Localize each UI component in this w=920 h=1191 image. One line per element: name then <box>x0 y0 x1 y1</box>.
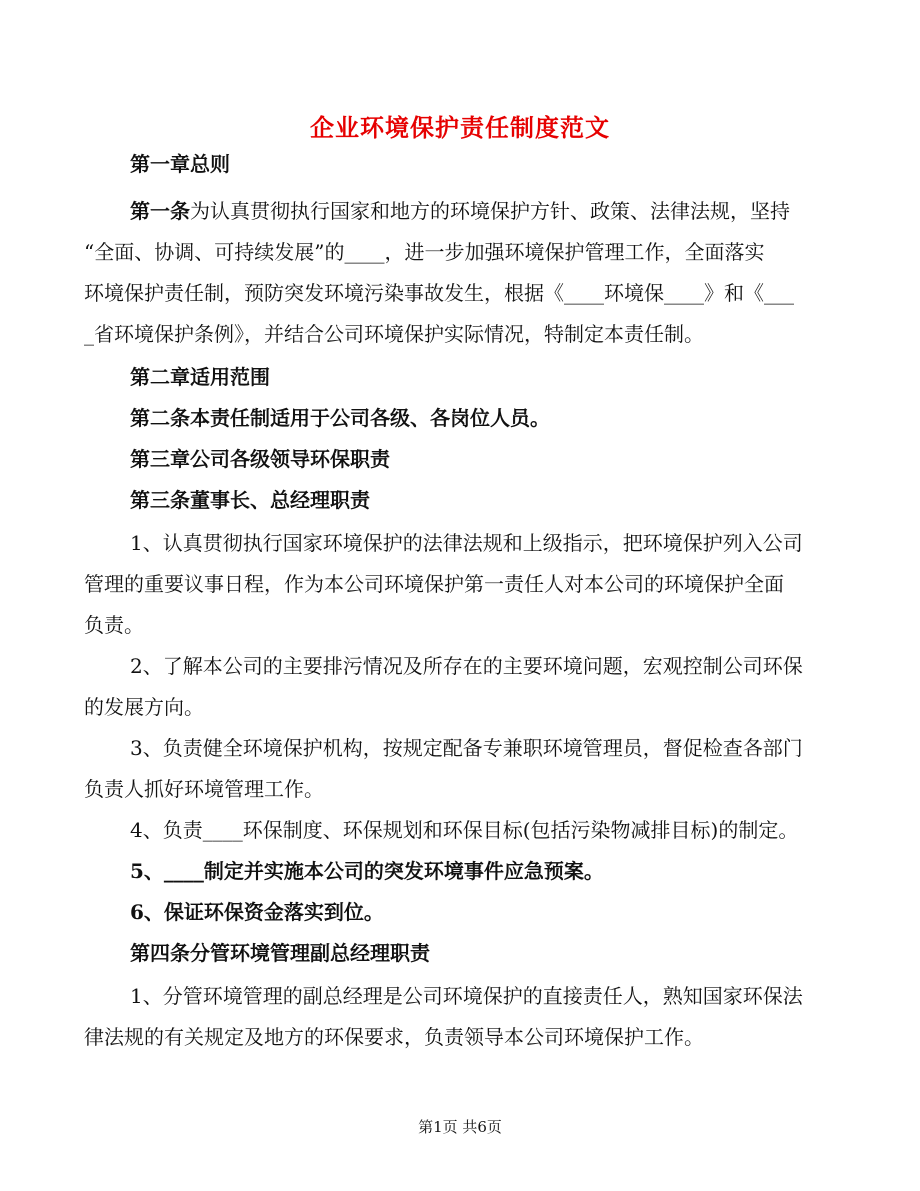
article1-line1 <box>130 197 790 225</box>
article1-lead: 第一条 <box>130 199 190 223</box>
article1-line1-text: 为认真贯彻执行国家和地方的环境保护方针、政策、法律法规，坚持 <box>190 199 790 223</box>
article3-heading: 第三条董事长、总经理职责 <box>130 488 370 512</box>
article3-item5: 5、____制定并实施本公司的突发环境事件应急预案。 <box>130 859 604 883</box>
article1-line4: _省环境保护条例》，并结合公司环境保护实际情况，特制定本责任制。 <box>84 322 704 346</box>
article3-item1-line3: 负责。 <box>84 613 144 637</box>
article3-item4: 4、负责____环保制度、环保规划和环保目标(包括污染物减排目标)的制定。 <box>130 818 799 842</box>
article4-heading: 第四条分管环境管理副总经理职责 <box>130 941 430 965</box>
chapter1-heading: 第一章总则 <box>130 152 230 176</box>
page-indicator: 第1页 共6页 <box>418 1118 502 1136</box>
article2-text: 第二条本责任制适用于公司各级、各岗位人员。 <box>130 406 550 430</box>
article4-item1-line2: 律法规的有关规定及地方的环保要求，负责领导本公司环境保护工作。 <box>84 1025 704 1049</box>
chapter3-heading: 第三章公司各级领导环保职责 <box>130 447 390 471</box>
document-title: 企业环境保护责任制度范文 <box>310 113 610 142</box>
article1-line2: “全面、协调、可持续发展”的____，进一步加强环境保护管理工作，全面落实 <box>84 240 765 264</box>
article3-item3-line1: 3、负责健全环境保护机构，按规定配备专兼职环境管理员，督促检查各部门 <box>130 736 803 760</box>
article4-item1-line1: 1、分管环境管理的副总经理是公司环境保护的直接责任人，熟知国家环保法 <box>130 984 803 1008</box>
chapter2-heading: 第二章适用范围 <box>130 365 270 389</box>
article3-item2-line2: 的发展方向。 <box>84 695 204 719</box>
article1-line3: 环境保护责任制，预防突发环境污染事故发生，根据《____环境保____》和《___ <box>84 281 794 305</box>
article3-item3-line2: 负责人抓好环境管理工作。 <box>84 777 324 801</box>
article3-item1-line1: 1、认真贯彻执行国家环境保护的法律法规和上级指示，把环境保护列入公司 <box>130 531 803 555</box>
article3-item1-line2: 管理的重要议事日程，作为本公司环境保护第一责任人对本公司的环境保护全面 <box>84 572 784 596</box>
article3-item2-line1: 2、了解本公司的主要排污情况及所存在的主要环境问题，宏观控制公司环保 <box>130 654 803 678</box>
article3-item6: 6、保证环保资金落实到位。 <box>130 900 384 924</box>
